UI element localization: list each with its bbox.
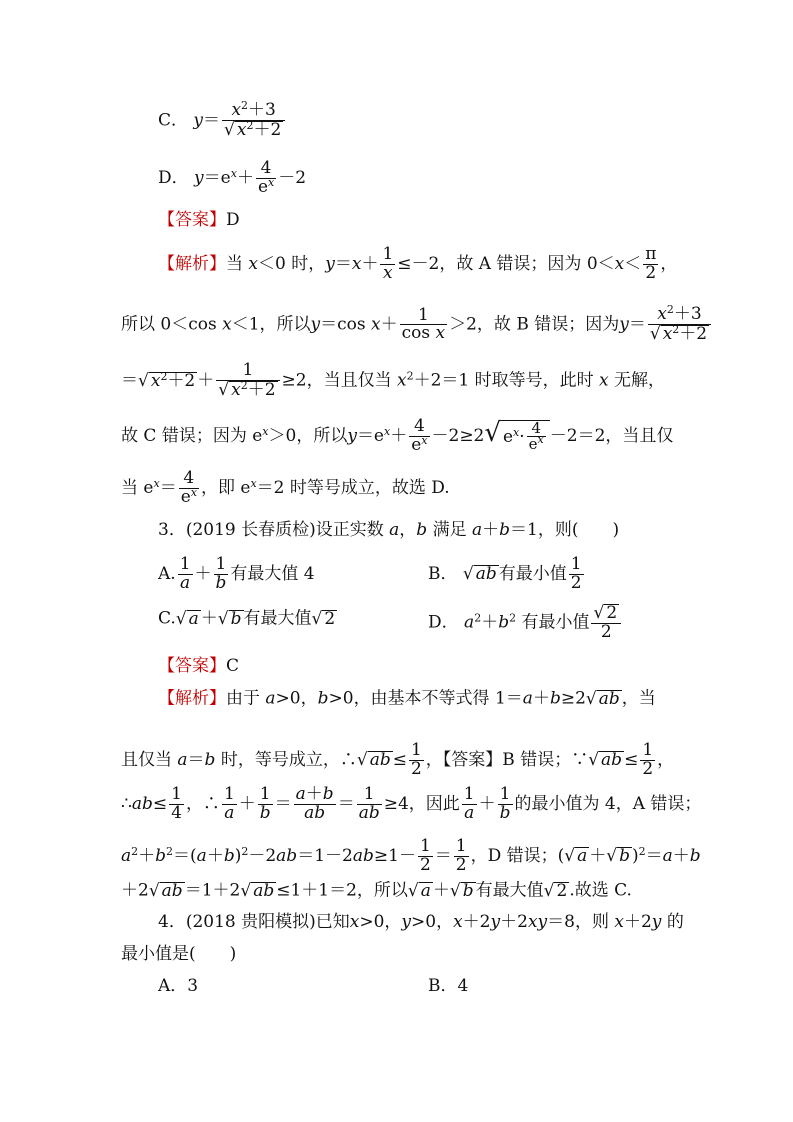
q4-stem-line2: 最小值是( ) [121,944,237,964]
q4-option-b: B．4 [428,976,469,996]
q2-explanation-line5: 当 $e^x=$ $\frac{4}{e^x}$ ，即 $e^x=2$ 时等号成立，故选 D. [121,468,450,507]
q4-stem-line1: 4．(2018 贵阳模拟)已知x>0，y>0，x＋2y＋2xy＝8，则 x＋2y 的 [158,912,684,932]
q3-answer: 【答案】C [158,656,240,676]
q2-explanation-line2: 所以 0＜cos x＜1，所以y＝cos x＋ $\frac{1}{\text{cos x}}$ ＞2，故 B 错误；因为y＝ $\frac{x^2+3}{√ x^2+2}$ [121,306,713,344]
q3-option-b: B． √ ab 有最小值 $\frac{1}{2}$ [428,554,582,593]
q2-option-d: D． $y=e^x+$ $\frac{4}{e^x}$ －2 [158,158,307,197]
q3-option-c: C.√ a ＋√ b 有最大值√ 2 [158,608,336,629]
q2-explanation-line4: 故 C 错误；因为 $e^x>0$，所以$y=e^x+$ $\frac{4}{e^x}$ －2≥2√ $e^x\cdot$ $\frac{4}{e^x}$ －2＝2，当且仅 [121,416,674,455]
q3-option-d: D． $a^2+b^2$ 有最小值 $\frac{√ 2}{2}$ [428,604,623,642]
q3-explanation-line5: ＋2√ ab ＝1＋2√ ab ≤1＋1＝2，所以√ a ＋√ b 有最大值√ 2 .故选 C. [121,880,632,901]
q2-explanation-line3: ＝√ $x^2+2$ ＋ $\frac{1}{√ x^2+2}$ ≥2，当且仅当 $x^2+2=1$ 时取等号，此时 x 无解， [121,360,666,400]
q2-option-c: C． y＝ $\frac{x^2+3}{√ x^2+2}$ [158,102,287,140]
q3-option-a: A. $\frac{1}{a}$ ＋ $\frac{1}{b}$ 有最大值 4 [158,554,315,593]
q3-explanation-line1: 【解析】由于 a>0，b>0，由基本不等式得 1＝a＋b≥2√ ab ，当 [158,688,656,709]
q3-stem: 3．(2019 长春质检)设正实数 a，b 满足 a＋b＝1，则( ) [158,520,620,540]
q2-explanation-line1: 【解析】当 x＜0 时，y＝x＋ $\frac{1}{x}$ ≤－2，故 A 错误；因为 0＜x＜ $\frac{\pi}{2}$ ， [158,244,678,283]
q4-option-a: A．3 [158,976,199,996]
q2-answer: 【答案】D [158,210,240,230]
q3-explanation-line4: $a^2+b^2=(a+b)^2-2ab=1-2ab\ge 1-$ $\frac{1}{2}$ ＝ $\frac{1}{2}$ ，D 错误；(√ a ＋√ b )$^2$＝a＋b [121,836,701,875]
q3-explanation-line2: 且仅当 a＝b 时，等号成立，∴√ ab ≤ $\frac{1}{2}$ ，【答案】B 错误；∵√ ab ≤ $\frac{1}{2}$ ， [121,740,675,779]
q3-explanation-line3: ∴ab≤ $\frac{1}{4}$ ，∴ $\frac{1}{a}$ ＋ $\frac{1}{b}$ ＝ $\frac{a+b}{ab}$ ＝ $\frac{1}{ab}$ ≥4，因此 $\frac{1}{a}$ ＋ $\frac{1}{b}$ 的最小值为 4，A 错误； [121,784,702,823]
